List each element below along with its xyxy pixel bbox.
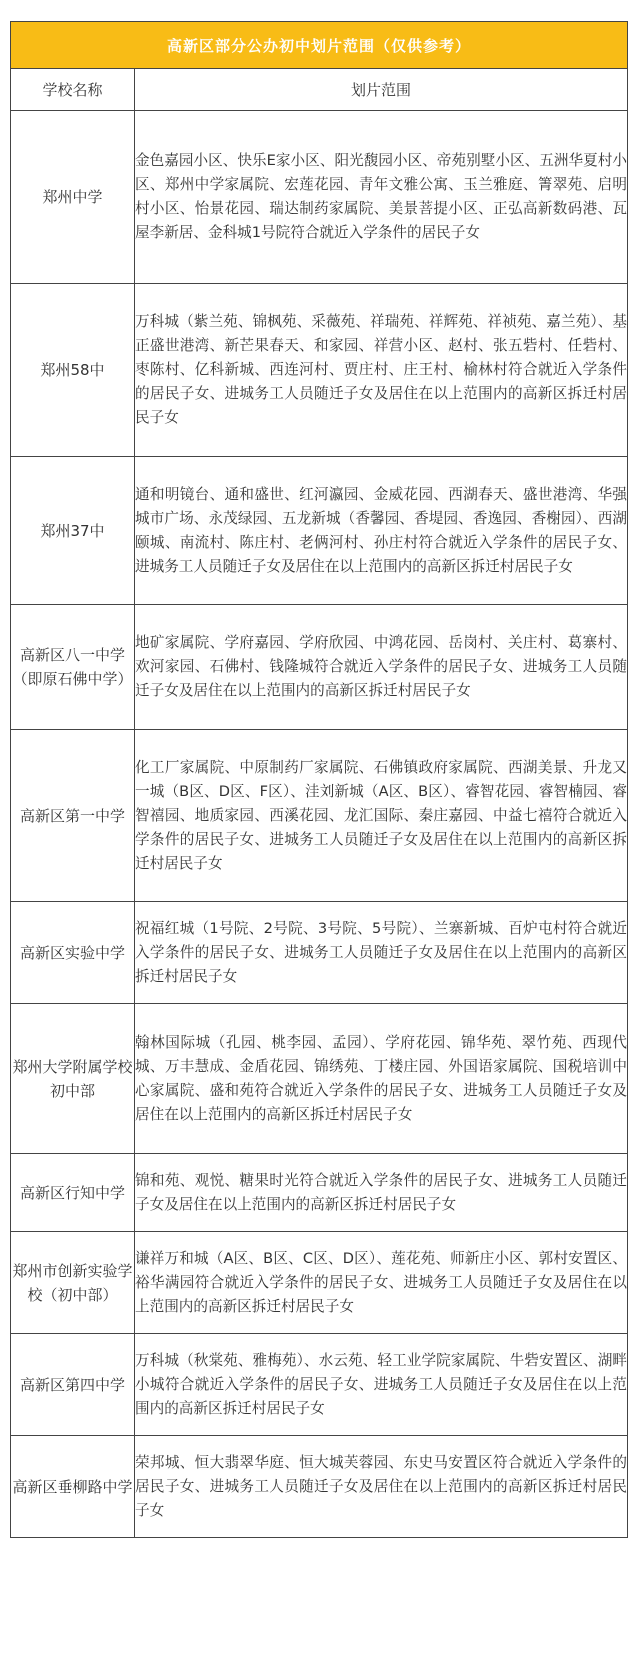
zoning-range: 翰林国际城（孔园、桃李园、孟园）、学府花园、锦华苑、翠竹苑、西现代城、万丰慧成、金盾花园、锦绣苑、丁楼庄园、外国语家属院、国税培训中心家属院、盛和苑符合就近入学条件的居民子女、进城务工人员随迁子女及居住在以上范围内的高新区拆迁村居民子女 bbox=[135, 1004, 628, 1154]
zoning-range: 金色嘉园小区、快乐E家小区、阳光馥园小区、帝苑别墅小区、五洲华夏村小区、郑州中学家属院、宏莲花园、青年文雅公寓、玉兰雅庭、箐翠苑、启明村小区、怡景花园、瑞达制药家属院、美景菩提小区、正弘高新数码港、瓦屋李新居、金科城1号院符合就近入学条件的居民子女 bbox=[135, 111, 628, 284]
header-row bbox=[11, 69, 628, 111]
header-school: 学校名称 bbox=[11, 69, 135, 111]
table-row bbox=[11, 284, 628, 457]
table-row bbox=[11, 1004, 628, 1154]
school-name: 郑州中学 bbox=[11, 111, 135, 284]
zoning-range: 锦和苑、观悦、糖果时光符合就近入学条件的居民子女、进城务工人员随迁子女及居住在以上范围内的高新区拆迁村居民子女 bbox=[135, 1154, 628, 1232]
zoning-range: 地矿家属院、学府嘉园、学府欣园、中鸿花园、岳岗村、关庄村、葛寨村、欢河家园、石佛村、钱隆城符合就近入学条件的居民子女、进城务工人员随迁子女及居住在以上范围内的高新区拆迁村居民子女 bbox=[135, 605, 628, 730]
table-row bbox=[11, 902, 628, 1004]
school-name: 郑州市创新实验学校（初中部） bbox=[11, 1232, 135, 1334]
school-name: 郑州37中 bbox=[11, 457, 135, 605]
table-row bbox=[11, 457, 628, 605]
table-row bbox=[11, 1436, 628, 1538]
title-row bbox=[11, 22, 628, 69]
table-row bbox=[11, 1154, 628, 1232]
zoning-range: 谦祥万和城（A区、B区、C区、D区）、莲花苑、师新庄小区、郭村安置区、裕华满园符合就近入学条件的居民子女、进城务工人员随迁子女及居住在以上范围内的高新区拆迁村居民子女 bbox=[135, 1232, 628, 1334]
school-name: 高新区八一中学（即原石佛中学） bbox=[11, 605, 135, 730]
page bbox=[0, 21, 641, 1666]
zoning-range: 祝福红城（1号院、2号院、3号院、5号院）、兰寨新城、百炉屯村符合就近入学条件的居民子女、进城务工人员随迁子女及居住在以上范围内的高新区拆迁村居民子女 bbox=[135, 902, 628, 1004]
school-name: 高新区第四中学 bbox=[11, 1334, 135, 1436]
zoning-range: 通和明镜台、通和盛世、红河瀛园、金威花园、西湖春天、盛世港湾、华强城市广场、永茂绿园、五龙新城（香馨园、香堤园、香逸园、香榭园）、西湖颐城、南流村、陈庄村、老俩河村、孙庄村符合就近入学条件的居民子女、进城务工人员随迁子女及居住在以上范围内的高新区拆迁村居民子女 bbox=[135, 457, 628, 605]
table-row bbox=[11, 1334, 628, 1436]
header-range: 划片范围 bbox=[135, 69, 628, 111]
zoning-range: 万科城（秋棠苑、雅梅苑）、水云苑、轻工业学院家属院、牛砦安置区、湖畔小城符合就近入学条件的居民子女、进城务工人员随迁子女及居住在以上范围内的高新区拆迁村居民子女 bbox=[135, 1334, 628, 1436]
school-name: 高新区垂柳路中学 bbox=[11, 1436, 135, 1538]
school-name: 高新区第一中学 bbox=[11, 730, 135, 902]
zoning-table bbox=[10, 21, 628, 1538]
table-row bbox=[11, 1232, 628, 1334]
zoning-range: 荣邦城、恒大翡翠华庭、恒大城芙蓉园、东史马安置区符合就近入学条件的居民子女、进城务工人员随迁子女及居住在以上范围内的高新区拆迁村居民子女 bbox=[135, 1436, 628, 1538]
table-row bbox=[11, 605, 628, 730]
school-name: 高新区实验中学 bbox=[11, 902, 135, 1004]
school-name: 郑州58中 bbox=[11, 284, 135, 457]
zoning-range: 万科城（紫兰苑、锦枫苑、采薇苑、祥瑞苑、祥辉苑、祥祯苑、嘉兰苑）、基正盛世港湾、新芒果春天、和家园、祥营小区、赵村、张五砦村、任砦村、枣陈村、亿科新城、西连河村、贾庄村、庄王村、榆林村符合就近入学条件的居民子女、进城务工人员随迁子女及居住在以上范围内的高新区拆迁村居民子女 bbox=[135, 284, 628, 457]
school-name: 郑州大学附属学校初中部 bbox=[11, 1004, 135, 1154]
table-title: 高新区部分公办初中划片范围（仅供参考） bbox=[11, 22, 628, 69]
table-row bbox=[11, 111, 628, 284]
table-row bbox=[11, 730, 628, 902]
zoning-range: 化工厂家属院、中原制药厂家属院、石佛镇政府家属院、西湖美景、升龙又一城（B区、D区、F区）、洼刘新城（A区、B区）、睿智花园、睿智楠园、睿智禧园、地质家园、西溪花园、龙汇国际、秦庄嘉园、中益七禧符合就近入学条件的居民子女、进城务工人员随迁子女及居住在以上范围内的高新区拆迁村居民子女 bbox=[135, 730, 628, 902]
school-name: 高新区行知中学 bbox=[11, 1154, 135, 1232]
